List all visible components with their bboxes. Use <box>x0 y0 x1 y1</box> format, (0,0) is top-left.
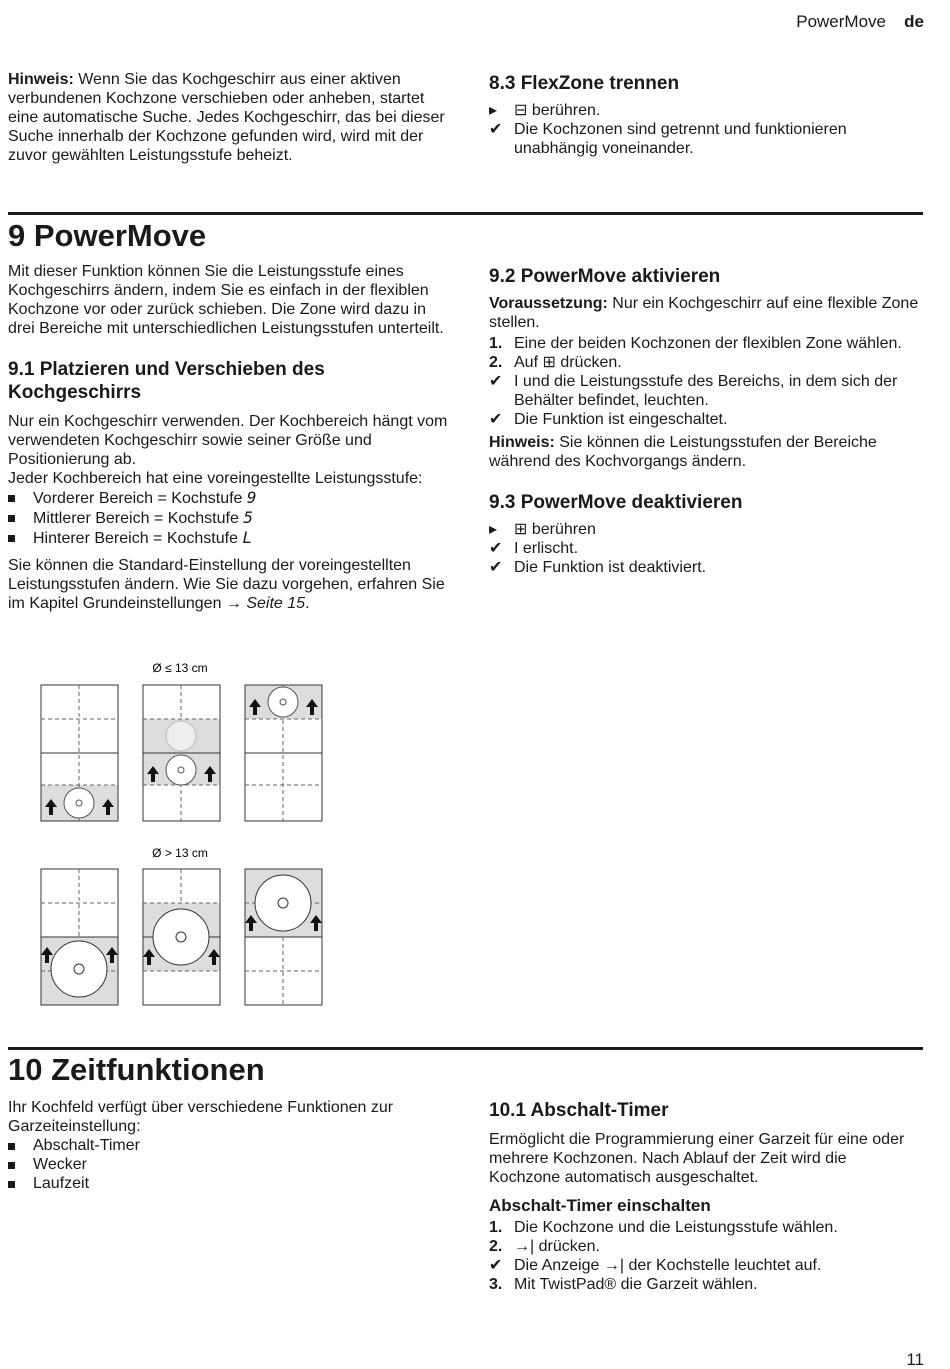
step-item <box>489 353 921 372</box>
running-header-title: PowerMove <box>796 12 886 31</box>
zone-panel-rear <box>245 685 322 821</box>
step-item <box>489 558 921 577</box>
note-text: Sie können die Leistungsstufen der Bereiche während des Kochvorgangs ändern. <box>489 434 877 470</box>
step-marker: 1. <box>489 335 503 352</box>
list-item <box>8 1155 448 1174</box>
bullet-text: Mittlerer Bereich = Kochstufe <box>33 510 244 527</box>
step-item <box>489 1275 921 1294</box>
note-top <box>8 70 448 165</box>
step-text: Die Funktion ist eingeschaltet. <box>514 411 728 428</box>
step-marker: 1. <box>489 1219 503 1236</box>
step-text: Die Kochzonen sind getrennt und funktionieren unabhängig voneinander. <box>514 121 847 157</box>
step-text: Die Anzeige →| der Kochstelle leuchtet auf. <box>514 1257 822 1274</box>
bullet-text: Laufzeit <box>33 1175 90 1192</box>
page-reference-link[interactable]: Seite 15 <box>246 595 306 612</box>
step-text: Auf ⊞ drücken. <box>514 354 622 371</box>
step-text: ⊞ berühren <box>514 521 596 538</box>
bullet-text: Wecker <box>33 1156 87 1173</box>
chapter-9-title: 9 PowerMove <box>8 218 207 253</box>
chapter-9 <box>8 218 448 613</box>
bullet-square <box>8 495 15 502</box>
step-text: →| drücken. <box>514 1238 600 1255</box>
bullet-square <box>8 1143 15 1150</box>
section-10-1-intro: Ermöglicht die Programmierung einer Garzeit für eine oder mehrere Kochzonen. Nach Ablauf der Zeit wird die Kochzone automatisch ausgeschaltet. <box>489 1131 905 1186</box>
note-label: Hinweis: <box>8 71 74 88</box>
bullet-text: Vorderer Bereich = Kochstufe <box>33 490 247 507</box>
section-8-3-title: 8.3 FlexZone trennen <box>489 73 680 94</box>
prerequisite-label: Voraussetzung: <box>489 295 608 312</box>
note-text: Wenn Sie das Kochgeschirr aus einer aktiven verbundenen Kochzone verschieben oder anheben, startet eine automatische Suche. Jedes Kochgeschirr, das bei dieser Suche innerhalb der Kochzone gefunden wird, wird mit der zuvor gewählten Leistungsstufe beheizt. <box>8 71 445 164</box>
step-item <box>489 520 921 539</box>
chapter-rule <box>8 1047 923 1050</box>
chapter-rule <box>8 212 923 215</box>
section-9-2-title: 9.2 PowerMove aktivieren <box>489 266 721 287</box>
chapter-10 <box>8 1052 448 1193</box>
zone-panel-rear-large <box>245 869 322 1005</box>
section-9-3-title: 9.3 PowerMove deaktivieren <box>489 492 743 513</box>
step-marker: ✔ <box>489 373 503 390</box>
zone-panel-front-large <box>41 869 118 1005</box>
prerequisite-text: Nur ein Kochgeschirr auf eine flexible Zone stellen. <box>489 295 919 331</box>
step-item <box>489 410 921 429</box>
section-10-1-title: 10.1 Abschalt-Timer <box>489 1100 669 1121</box>
step-text: Die Funktion ist deaktiviert. <box>514 559 707 576</box>
section-8-3 <box>489 72 921 158</box>
step-item <box>489 539 921 558</box>
subsection-title: Abschalt-Timer einschalten <box>489 1196 711 1215</box>
power-level-display: L <box>242 528 253 547</box>
step-marker: ✔ <box>489 121 503 138</box>
note <box>489 433 921 471</box>
powermove-figure <box>30 655 340 1015</box>
step-text: Eine der beiden Kochzonen der flexiblen Zone wählen. <box>514 335 902 352</box>
step-text: Mit TwistPad® die Garzeit wählen. <box>514 1276 758 1293</box>
step-item <box>489 372 921 410</box>
language-code: de <box>904 12 924 31</box>
zone-panel-front <box>41 685 118 821</box>
section-9-2 <box>489 265 921 577</box>
section-9-1-p3 <box>8 556 448 613</box>
step-marker: ✔ <box>489 559 503 576</box>
step-item <box>489 1256 921 1275</box>
zone-panel-middle <box>143 685 220 821</box>
figure-caption-large: Ø > 13 cm <box>152 846 208 860</box>
bullet-square <box>8 515 15 522</box>
note-label: Hinweis: <box>489 434 555 451</box>
list-item <box>8 1136 448 1155</box>
list-item <box>8 508 448 528</box>
step-marker: 2. <box>489 354 503 371</box>
section-9-1-title: 9.1 Platzieren und Verschieben des Kochgeschirrs <box>8 359 325 403</box>
step-item <box>489 1218 921 1237</box>
bullet-text: Abschalt-Timer <box>33 1137 140 1154</box>
prerequisite <box>489 294 921 332</box>
list-item <box>8 488 448 508</box>
chapter-10-title: 10 Zeitfunktionen <box>8 1052 265 1087</box>
step-marker: 3. <box>489 1276 503 1293</box>
list-item <box>8 528 448 548</box>
chapter-9-intro: Mit dieser Funktion können Sie die Leistungsstufe eines Kochgeschirrs ändern, indem Sie es einfach in der flexiblen Kochzone vor oder zurück schieben. Die Zone wird dazu in drei Bereiche mit unterschiedlichen Leistungsstufen unterteilt. <box>8 263 444 337</box>
chapter-10-intro: Ihr Kochfeld verfügt über verschiedene Funktionen zur Garzeiteinstellung: <box>8 1099 394 1135</box>
step-text: Die Kochzone und die Leistungsstufe wählen. <box>514 1219 838 1236</box>
step-text: ⊟ berühren. <box>514 102 601 119</box>
step-marker: ✔ <box>489 1257 503 1274</box>
step-item <box>489 101 921 120</box>
p3-end: . <box>305 595 310 612</box>
step-marker: ▸ <box>489 521 498 538</box>
bullet-square <box>8 535 15 542</box>
p3-text: Sie können die Standard-Einstellung der voreingestellten Leistungsstufen ändern. Wie Sie dazu vorgehen, erfahren Sie im Kapitel Grundeinstellungen → <box>8 557 445 612</box>
section-10-1 <box>489 1099 921 1294</box>
step-marker: 2. <box>489 1238 503 1255</box>
power-level-display: 9 <box>246 488 257 507</box>
bullet-square <box>8 1181 15 1188</box>
bullet-text: Hinterer Bereich = Kochstufe <box>33 530 243 547</box>
step-text: I erlischt. <box>514 540 579 557</box>
power-level-display: 5 <box>243 508 253 527</box>
list-item <box>8 1174 448 1193</box>
page-number: 11 <box>906 1350 924 1369</box>
step-marker: ✔ <box>489 411 503 428</box>
step-item <box>489 1237 921 1256</box>
bullet-square <box>8 1162 15 1169</box>
step-item <box>489 120 921 158</box>
step-text: I und die Leistungsstufe des Bereichs, in dem sich der Behälter befindet, leuchten. <box>514 373 898 409</box>
step-item <box>489 334 921 353</box>
section-9-1-p1: Nur ein Kochgeschirr verwenden. Der Kochbereich hängt vom verwendeten Kochgeschirr sowie seiner Größe und Positionierung ab. <box>8 413 448 468</box>
section-9-1-p2: Jeder Kochbereich hat eine voreingestellte Leistungsstufe: <box>8 470 423 487</box>
figure-caption-small: Ø ≤ 13 cm <box>152 661 208 675</box>
zone-panel-middle-large <box>143 869 220 1005</box>
step-marker: ▸ <box>489 102 498 119</box>
step-marker: ✔ <box>489 540 503 557</box>
